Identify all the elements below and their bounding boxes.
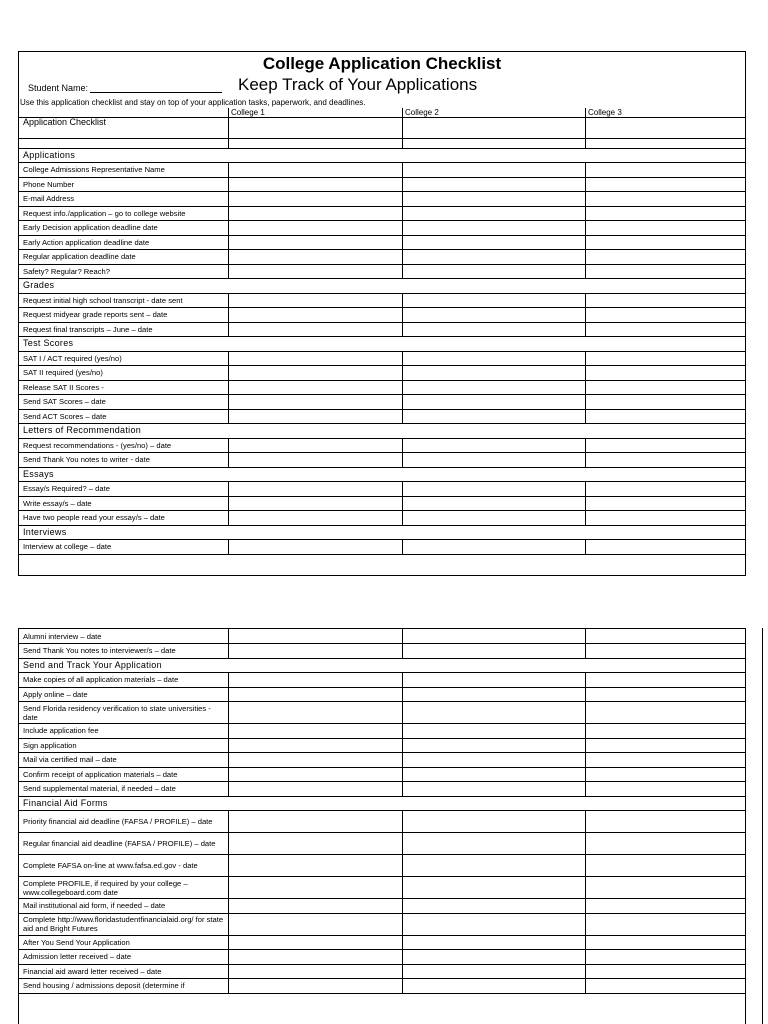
college-3-cell[interactable] [585,366,745,381]
college-3-cell[interactable] [585,250,745,265]
college-2-cell[interactable] [402,235,585,250]
checklist-row [19,163,745,178]
college-2-cell[interactable] [402,138,585,148]
checklist-row [19,366,745,381]
college-1-cell[interactable] [228,192,402,207]
college-3-cell[interactable] [585,118,745,138]
college-1-cell[interactable] [228,235,402,250]
college-2-cell[interactable] [402,293,585,308]
college-3-cell[interactable] [585,702,745,724]
college-1-cell[interactable] [228,753,402,768]
college-3-cell[interactable] [585,950,745,965]
college-1-cell[interactable] [228,395,402,410]
section-row [19,279,745,294]
college-2-cell[interactable] [402,855,585,877]
checklist-row [19,724,745,739]
college-1-cell[interactable] [228,899,402,914]
college-1-cell[interactable] [228,979,402,994]
section-heading: Essays [19,467,745,482]
checklist-row [19,855,745,877]
college-1-cell[interactable] [228,409,402,424]
checklist-item-label: Send Thank You notes to writer - date [19,453,228,468]
college-2-cell[interactable] [402,724,585,739]
college-2-cell[interactable] [402,177,585,192]
college-1-cell[interactable] [228,206,402,221]
college-2-cell[interactable] [402,979,585,994]
checklist-item-label: Alumni interview – date [19,629,228,644]
checklist-row [19,899,745,914]
intro-text: Use this application checklist and stay on top of your application tasks, paperwork, and deadlines. [20,98,366,107]
college-2-cell[interactable] [402,964,585,979]
student-name-field[interactable] [28,83,222,93]
checklist-row [19,979,745,994]
checklist-item-label: Send SAT Scores – date [19,395,228,410]
section-heading: Send and Track Your Application [19,658,745,673]
college-1-cell[interactable] [228,453,402,468]
college-1-cell[interactable] [228,811,402,833]
checklist-item-label: Complete FAFSA on-line at www.fafsa.ed.gov - date [19,855,228,877]
section-heading: Interviews [19,525,745,540]
college-3-cell[interactable] [585,629,745,644]
checklist-row [19,250,745,265]
college-1-cell[interactable] [228,629,402,644]
college-2-cell[interactable] [402,395,585,410]
college-3-cell[interactable] [585,511,745,526]
college-3-cell[interactable] [585,964,745,979]
college-3-cell[interactable] [585,192,745,207]
checklist-item-label: Send ACT Scores – date [19,409,228,424]
checklist-page-1 [18,51,746,576]
college-2-cell[interactable] [402,702,585,724]
section-row [19,467,745,482]
college-1-cell[interactable] [228,702,402,724]
checklist-item-label: Complete PROFILE, if required by your college – www.collegeboard.com date [19,877,228,899]
college-3-cell[interactable] [585,221,745,236]
checklist-item-label: SAT II required (yes/no) [19,366,228,381]
college-1-cell[interactable] [228,913,402,935]
college-1-cell[interactable] [228,511,402,526]
checklist-item-label: Admission letter received – date [19,950,228,965]
checklist-item-label: Confirm receipt of application materials – date [19,767,228,782]
checklist-table-1 [19,118,745,555]
college-3-cell[interactable] [585,877,745,899]
checklist-row [19,950,745,965]
college-1-cell[interactable] [228,177,402,192]
college-3-cell[interactable] [585,767,745,782]
section-heading: Letters of Recommendation [19,424,745,439]
college-1-cell[interactable] [228,724,402,739]
checklist-row [19,673,745,688]
checklist-label-row [19,118,745,138]
checklist-row [19,913,745,935]
college-1-cell[interactable] [228,687,402,702]
checklist-header [19,52,745,118]
college-2-cell[interactable] [402,380,585,395]
checklist-row [19,629,745,644]
college-3-header: College 3 [585,108,747,117]
college-3-cell[interactable] [585,482,745,497]
college-3-cell[interactable] [585,935,745,950]
page-subtitle: Keep Track of Your Applications [238,75,478,94]
college-3-cell[interactable] [585,163,745,178]
college-2-cell[interactable] [402,118,585,138]
checklist-item-label: Request final transcripts – June – date [19,322,228,337]
checklist-row [19,496,745,511]
college-2-cell[interactable] [402,453,585,468]
checklist-item-label: College Admissions Representative Name [19,163,228,178]
checklist-row [19,177,745,192]
checklist-row [19,877,745,899]
college-3-cell[interactable] [585,351,745,366]
page-title: College Application Checklist [262,54,502,73]
checklist-row [19,767,745,782]
college-2-cell[interactable] [402,511,585,526]
college-2-cell[interactable] [402,950,585,965]
college-1-cell[interactable] [228,118,402,138]
checklist-row [19,811,745,833]
college-3-cell[interactable] [585,235,745,250]
checklist-row [19,380,745,395]
college-2-cell[interactable] [402,496,585,511]
college-1-cell[interactable] [228,366,402,381]
page-edge-line [762,628,763,1024]
college-3-cell[interactable] [585,322,745,337]
college-2-header: College 2 [402,108,585,117]
checklist-item-label: Early Action application deadline date [19,235,228,250]
college-1-cell[interactable] [228,738,402,753]
college-2-cell[interactable] [402,163,585,178]
college-3-cell[interactable] [585,453,745,468]
college-1-cell[interactable] [228,833,402,855]
checklist-row [19,511,745,526]
checklist-page-2 [18,628,746,1024]
checklist-row [19,264,745,279]
section-row [19,525,745,540]
college-1-cell[interactable] [228,351,402,366]
checklist-item-label: Regular financial aid deadline (FAFSA / PROFILE) – date [19,833,228,855]
college-2-cell[interactable] [402,540,585,555]
college-1-cell[interactable] [228,935,402,950]
college-2-cell[interactable] [402,753,585,768]
checklist-item-label: Send supplemental material, if needed – date [19,782,228,797]
section-heading: Financial Aid Forms [19,796,745,811]
college-1-cell[interactable] [228,438,402,453]
checklist-row [19,738,745,753]
college-3-cell[interactable] [585,913,745,935]
checklist-row [19,206,745,221]
checklist-item-label: Make copies of all application materials – date [19,673,228,688]
checklist-row [19,395,745,410]
checklist-item-label: Regular application deadline date [19,250,228,265]
college-1-cell[interactable] [228,221,402,236]
checklist-row [19,782,745,797]
checklist-row [19,322,745,337]
checklist-item-label: Financial aid award letter received – date [19,964,228,979]
checklist-row [19,409,745,424]
checklist-row [19,702,745,724]
checklist-row [19,644,745,659]
college-1-cell[interactable] [228,322,402,337]
checklist-item-label: Release SAT II Scores - [19,380,228,395]
checklist-item-label: Mail via certified mail – date [19,753,228,768]
checklist-row [19,964,745,979]
college-2-cell[interactable] [402,322,585,337]
checklist-item-label: Request initial high school transcript - date sent [19,293,228,308]
checklist-table-2 [19,629,745,994]
checklist-item-label: SAT I / ACT required (yes/no) [19,351,228,366]
checklist-item-label: E-mail Address [19,192,228,207]
college-1-cell[interactable] [228,767,402,782]
college-1-cell[interactable] [228,877,402,899]
college-3-cell[interactable] [585,293,745,308]
checklist-item-label: After You Send Your Application [19,935,228,950]
checklist-item-label: Request info./application – go to college website [19,206,228,221]
college-1-cell[interactable] [228,540,402,555]
checklist-row [19,482,745,497]
college-3-cell[interactable] [585,380,745,395]
college-2-cell[interactable] [402,366,585,381]
college-1-header: College 1 [228,108,402,117]
checklist-item-label: Early Decision application deadline date [19,221,228,236]
college-2-cell[interactable] [402,811,585,833]
checklist-row [19,833,745,855]
checklist-item-label: Complete http://www.floridastudentfinancialaid.org/ for state aid and Bright Futures [19,913,228,935]
college-3-cell[interactable] [585,724,745,739]
section-heading: Grades [19,279,745,294]
college-1-cell[interactable] [228,380,402,395]
college-3-cell[interactable] [585,673,745,688]
checklist-item-label: Apply online – date [19,687,228,702]
checklist-item-label: Sign application [19,738,228,753]
college-2-cell[interactable] [402,264,585,279]
college-1-cell[interactable] [228,482,402,497]
college-1-cell[interactable] [228,250,402,265]
college-1-cell[interactable] [228,496,402,511]
college-3-cell[interactable] [585,540,745,555]
checklist-item-label: Send Florida residency verification to state universities - date [19,702,228,724]
college-3-cell[interactable] [585,899,745,914]
college-3-cell[interactable] [585,264,745,279]
college-1-cell[interactable] [228,308,402,323]
college-3-cell[interactable] [585,644,745,659]
checklist-item-label: Phone Number [19,177,228,192]
college-3-cell[interactable] [585,308,745,323]
section-heading: Applications [19,148,745,163]
college-3-cell[interactable] [585,438,745,453]
student-name-line[interactable] [90,83,222,93]
student-name-label: Student Name: [28,83,89,93]
college-3-cell[interactable] [585,855,745,877]
checklist-item-label: Send Thank You notes to interviewer/s – date [19,644,228,659]
college-2-cell[interactable] [402,877,585,899]
college-3-cell[interactable] [585,687,745,702]
section-row [19,658,745,673]
checklist-row [19,221,745,236]
checklist-row [19,935,745,950]
college-2-cell[interactable] [402,438,585,453]
checklist-item-label: Write essay/s – date [19,496,228,511]
college-3-cell[interactable] [585,753,745,768]
college-2-cell[interactable] [402,629,585,644]
college-1-cell[interactable] [228,855,402,877]
checklist-item-label: Include application fee [19,724,228,739]
college-1-cell[interactable] [228,964,402,979]
college-3-cell[interactable] [585,177,745,192]
section-heading: Test Scores [19,337,745,352]
college-2-cell[interactable] [402,192,585,207]
college-2-cell[interactable] [402,833,585,855]
college-3-cell[interactable] [585,409,745,424]
college-3-cell[interactable] [585,811,745,833]
college-2-cell[interactable] [402,409,585,424]
checklist-row [19,351,745,366]
college-2-cell[interactable] [402,782,585,797]
college-1-cell[interactable] [228,293,402,308]
checklist-item-label: Mail institutional aid form, if needed – date [19,899,228,914]
college-3-cell[interactable] [585,979,745,994]
blank-row [19,138,745,148]
college-2-cell[interactable] [402,913,585,935]
checklist-row [19,438,745,453]
college-1-cell[interactable] [228,264,402,279]
checklist-item-label: Request midyear grade reports sent – date [19,308,228,323]
college-1-cell[interactable] [228,782,402,797]
college-1-cell[interactable] [228,163,402,178]
college-3-cell[interactable] [585,738,745,753]
college-2-cell[interactable] [402,673,585,688]
college-2-cell[interactable] [402,899,585,914]
college-2-cell[interactable] [402,206,585,221]
checklist-row [19,687,745,702]
college-2-cell[interactable] [402,308,585,323]
college-3-cell[interactable] [585,138,745,148]
college-2-cell[interactable] [402,767,585,782]
checklist-column-label: Application Checklist [19,113,228,133]
college-2-cell[interactable] [402,935,585,950]
section-row [19,796,745,811]
college-2-cell[interactable] [402,482,585,497]
checklist-row [19,453,745,468]
college-3-cell[interactable] [585,496,745,511]
section-row [19,148,745,163]
checklist-row [19,293,745,308]
college-2-cell[interactable] [402,351,585,366]
college-2-cell[interactable] [402,250,585,265]
college-1-cell[interactable] [228,673,402,688]
checklist-item-label: Request recommendations - (yes/no) – date [19,438,228,453]
college-2-cell[interactable] [402,738,585,753]
college-2-cell[interactable] [402,687,585,702]
checklist-row [19,308,745,323]
checklist-row [19,753,745,768]
checklist-row [19,540,745,555]
college-1-cell[interactable] [228,138,402,148]
college-1-cell[interactable] [228,644,402,659]
checklist-item-label: Have two people read your essay/s – date [19,511,228,526]
section-row [19,424,745,439]
checklist-item-label: Safety? Regular? Reach? [19,264,228,279]
checklist-item-label: Essay/s Required? – date [19,482,228,497]
college-3-cell[interactable] [585,206,745,221]
college-2-cell[interactable] [402,644,585,659]
section-row [19,337,745,352]
college-3-cell[interactable] [585,782,745,797]
college-3-cell[interactable] [585,833,745,855]
college-2-cell[interactable] [402,221,585,236]
checklist-item-label: Interview at college – date [19,540,228,555]
checklist-row [19,235,745,250]
blank-cell [19,138,228,148]
college-1-cell[interactable] [228,950,402,965]
college-3-cell[interactable] [585,395,745,410]
checklist-item-label: Send housing / admissions deposit (determine if [19,979,228,994]
checklist-row [19,192,745,207]
checklist-item-label: Priority financial aid deadline (FAFSA / PROFILE) – date [19,811,228,833]
